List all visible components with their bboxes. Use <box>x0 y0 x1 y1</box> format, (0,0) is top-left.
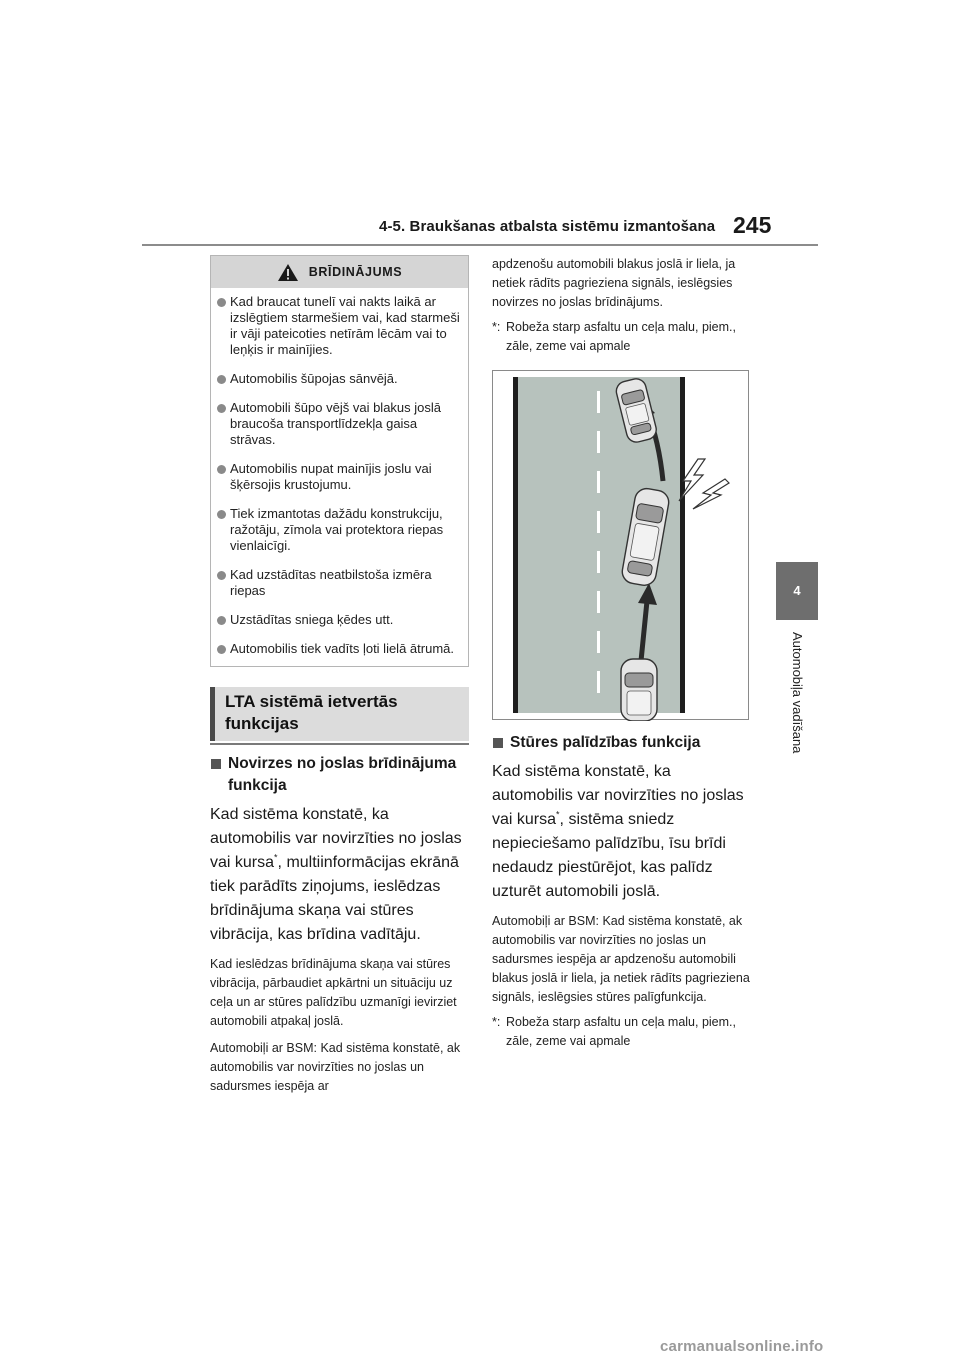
warning-box <box>210 255 469 667</box>
lane-departure-footnote <box>492 318 752 356</box>
lane-departure-bsm-note: Automobiļi ar BSM: Kad sistēma konstatē, ak automobilis var novirzīties no joslas un sadursmes iespēja ar <box>210 1041 461 1093</box>
chapter-tab: 4 <box>776 562 818 620</box>
lane-departure-note: Kad ieslēdzas brīdinājuma skaņa vai stūres vibrācija, pārbaudiet apkārtni un situāciju uz ceļa un ar stūres palīdzību uzmanīgi ievirziet automobili atpakaļ joslā. <box>210 957 457 1028</box>
steering-assist-footnote <box>492 1013 752 1051</box>
lightning-warning-icon <box>679 459 729 509</box>
page-number: 245 <box>733 212 772 238</box>
footnote-star: * <box>274 852 278 863</box>
footnote-star: * <box>556 809 560 820</box>
footnote-text: Robeža starp asfaltu un ceļa malu, piem., zāle, zeme vai apmale <box>506 1015 736 1048</box>
steering-assist-heading: Stūres palīdzības funkcija <box>492 732 752 754</box>
steering-assist-bsm-note: Automobiļi ar BSM: Kad sistēma konstatē, ak automobilis var novirzīties no joslas un sadursmes iespēja ar apdzenošu automobili blakus joslā ir liela, ja netiek rādīts pagrieziena signāls, ieslēgsies stūres palīgfunkcija. <box>492 914 750 1004</box>
footnote-mark: *: <box>492 320 501 334</box>
warning-triangle-icon <box>277 263 299 282</box>
body-text: , sistēma sniedz nepieciešamo palīdzību, īsu brīdi nedaudz piestūrējot, kas palīdz uzturēt automobili joslā. <box>492 811 726 900</box>
warning-title: BRĪDINĀJUMS <box>308 265 403 279</box>
warning-item: Tiek izmantotas dažādu konstrukciju, ražotāju, zīmola vai protektora riepas vienlaicīgi. <box>217 506 460 554</box>
warning-item: Uzstādītas sniega ķēdes utt. <box>217 612 460 628</box>
header-divider <box>142 244 818 246</box>
left-column <box>210 255 469 1096</box>
body-text: Kad sistēma konstatē, ka automobilis var novirzīties no joslas vai kursa <box>210 806 462 871</box>
car-rear <box>621 659 657 721</box>
lane-departure-heading: Novirzes no joslas brīdinājuma funkcija <box>210 753 469 797</box>
section-heading: LTA sistēmā ietvertās funkcijas <box>225 692 398 733</box>
watermark: carmanualsonline.info <box>660 1338 824 1355</box>
road-diagram <box>493 371 750 721</box>
warning-item: Automobili šūpo vējš vai blakus joslā braucoša transportlīdzekļa gaisa strāvas. <box>217 400 460 448</box>
section-title: 4-5. Braukšanas atbalsta sistēmu izmantošana <box>379 218 716 235</box>
warning-item: Kad braucat tunelī vai nakts laikā ar izslēgtiem starmešiem vai, kad starmeši ir vāji pateicoties netīrām lēcām vai to leņķis ir mainījies. <box>217 294 460 358</box>
footnote-text: Robeža starp asfaltu un ceļa malu, piem., zāle, zeme vai apmale <box>506 320 736 353</box>
warning-header <box>211 256 468 288</box>
lane-departure-illustration <box>492 370 749 720</box>
road-right-edge <box>680 377 685 713</box>
section-divider <box>210 743 469 745</box>
warning-item: Kad uzstādītas neatbilstoša izmēra riepas <box>217 567 460 599</box>
right-column <box>492 255 752 1051</box>
warning-list <box>211 288 468 657</box>
lane-departure-bsm-note-cont: apdzenošu automobili blakus joslā ir liela, ja netiek rādīts pagrieziena signāls, ieslēgsies novirzes no joslas brīdinājums. <box>492 257 736 309</box>
footnote-mark: *: <box>492 1015 501 1029</box>
road-left-edge <box>513 377 518 713</box>
chapter-label: Automobiļa vadīšana <box>790 632 805 754</box>
warning-item: Automobilis šūpojas sānvējā. <box>217 371 460 387</box>
steering-assist-body <box>492 760 752 904</box>
body-text: Kad sistēma konstatē, ka automobilis var novirzīties no joslas vai kursa <box>492 763 744 828</box>
body-text: , multiinformācijas ekrānā tiek parādīts ziņojums, ieslēdzas brīdinājuma skaņa vai stūres vibrācija, kas brīdina vadītāju. <box>210 854 459 943</box>
warning-item: Automobilis nupat mainījis joslu vai šķērsojis krustojumu. <box>217 461 460 493</box>
lane-departure-body <box>210 803 469 947</box>
warning-item: Automobilis tiek vadīts ļoti lielā ātrumā. <box>217 641 460 657</box>
section-heading-box <box>210 687 469 741</box>
